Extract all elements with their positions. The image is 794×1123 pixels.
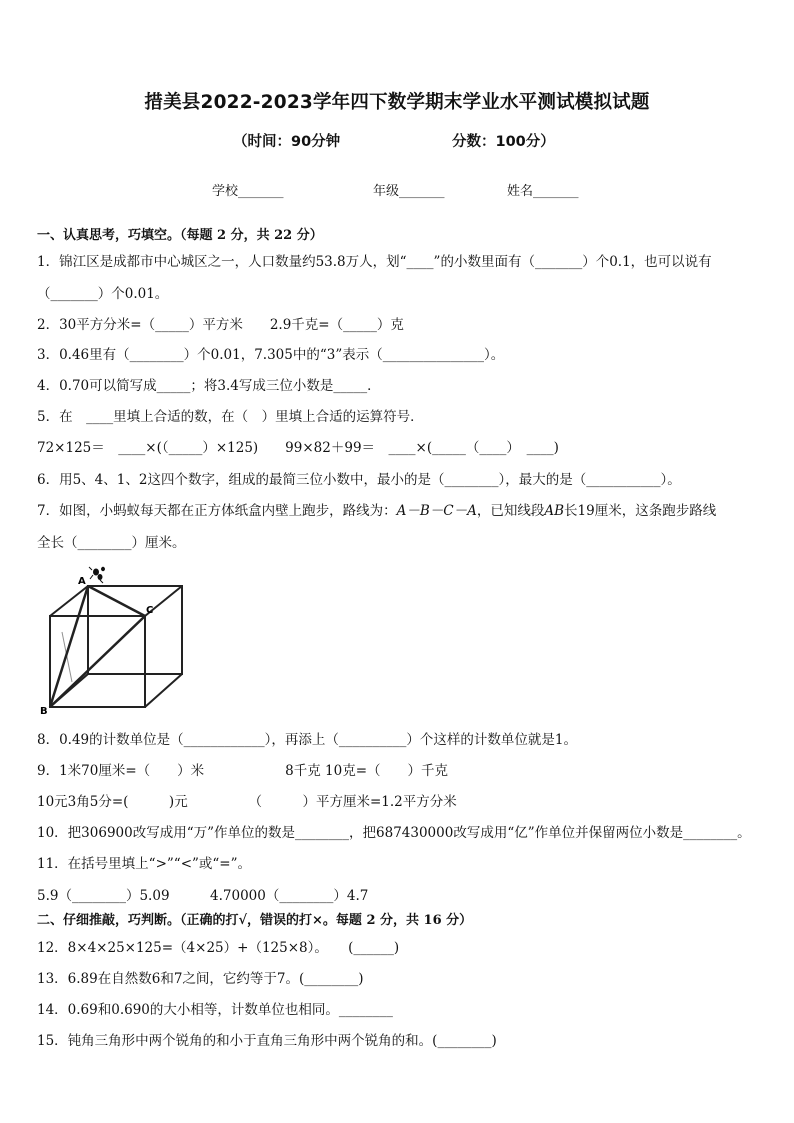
ant-icon [89, 567, 105, 583]
exam-score: 分数：100分） [452, 134, 555, 150]
question-5-equations: 72×125＝ ____×(（_____）×125) 99×82＋99＝ ____×(_____（____） ____) [37, 440, 559, 456]
school-field: 学校_______ [212, 184, 284, 199]
page-title: 措美县2022-2023学年四下数学期末学业水平测试模拟试题 [144, 92, 650, 113]
name-field: 姓名_______ [507, 184, 579, 199]
question-3: 3．0.46里有（________）个0.01，7.305中的“3”表示（_______________）。 [37, 347, 505, 363]
question-15: 15．钝角三角形中两个锐角的和小于直角三角形中两个锐角的和。(________) [37, 1033, 497, 1049]
grade-field: 年级_______ [373, 184, 445, 199]
label-a: A [78, 576, 86, 587]
label-c: C [146, 605, 154, 616]
question-4: 4．0.70可以简写成_____；将3.4写成三位小数是_____． [37, 378, 381, 394]
question-6: 6．用5、4、1、2这四个数字，组成的最简三位小数中，最小的是（________），最大的是（___________）。 [37, 472, 681, 488]
question-7-tail: 长19厘米，这条跑步路线 [564, 503, 717, 519]
question-7-segment: AB [544, 503, 565, 519]
exam-time: （时间：90分钟 [233, 134, 341, 150]
question-11-items: 5.9（________）5.09 4.70000（________）4.7 [37, 888, 369, 904]
question-7-route: A－B－C－A [396, 503, 477, 519]
question-8: 8．0.49的计数单位是（____________），再添上（__________）个这样的计数单位就是1。 [37, 732, 577, 748]
question-2: 2．30平方分米=（_____）平方米 2.9千克=（_____）克 [37, 317, 404, 333]
question-13: 13．6.89在自然数6和7之间，它约等于7。(________) [37, 971, 364, 987]
route-ca [88, 586, 145, 616]
cube-diagram [40, 562, 190, 720]
question-7-line-2: 全长（________）厘米。 [37, 535, 186, 551]
question-11: 11．在括号里填上“>”“<”或“=”。 [37, 856, 252, 872]
question-12: 12．8×4×25×125=（4×25）+（125×8）。 (______) [37, 940, 400, 956]
cube-figure [40, 562, 190, 720]
question-9-line-2: 10元3角5分=( )元 （ ）平方厘米=1.2平方分米 [37, 794, 457, 810]
question-5: 5．在 ____里填上合适的数，在（ ）里填上合适的运算符号． [37, 409, 424, 425]
question-7-mid: ，已知线段 [476, 503, 545, 519]
cube-back-face [88, 586, 182, 674]
section-2-heading: 二、仔细推敲，巧判断。（正确的打√，错误的打×。每题 2 分，共 16 分） [37, 913, 473, 928]
question-14: 14．0.69和0.690的大小相等，计数单位也相同。________ [37, 1002, 393, 1018]
section-1-heading: 一、认真思考，巧填空。（每题 2 分，共 22 分） [37, 228, 323, 243]
question-1-line-1: 1．锦江区是成都市中心城区之一，人口数量约53.8万人，划“____”的小数里面有（_______）个0.1，也可以说有 [37, 254, 712, 270]
question-9-line-1: 9．1米70厘米=（ ）米 8千克 10克=（ ）千克 [37, 763, 449, 779]
label-b: B [40, 706, 48, 717]
question-7-line-1 [37, 499, 716, 519]
question-1-line-2: （_______）个0.01。 [37, 286, 169, 302]
question-10: 10．把306900改写成用“万”作单位的数是________，把687430000改写成用“亿”作单位并保留两位小数是________。 [37, 825, 751, 841]
question-7-text: 7．如图，小蚂蚁每天都在正方体纸盒内壁上跑步，路线为： [37, 503, 397, 519]
